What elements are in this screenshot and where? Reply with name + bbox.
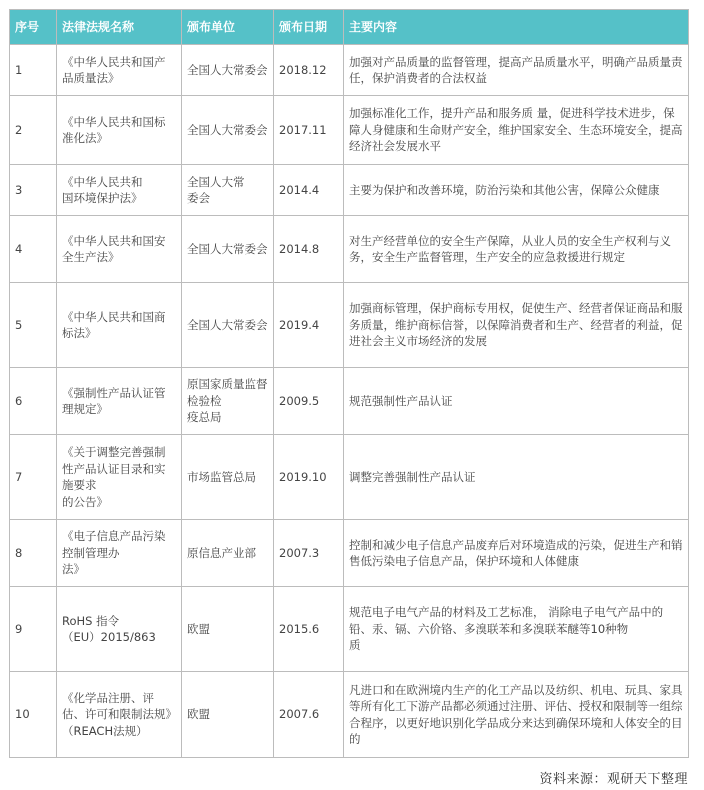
cell-no: 8 (10, 520, 57, 587)
cell-date: 2017.11 (274, 96, 344, 165)
table-row (10, 96, 689, 165)
cell-content: 加强商标管理，保护商标专用权，促使生产、经营者保证商品和服务质量，维护商标信誉，以保障消费者和生产、经营者的利益，促进社会主义市场经济的发展 (344, 283, 689, 368)
table-header-row (10, 10, 689, 45)
cell-org: 市场监管总局 (182, 435, 274, 520)
cell-no: 7 (10, 435, 57, 520)
table-row (10, 520, 689, 587)
cell-org: 全国人大常委会 (182, 45, 274, 96)
cell-name: 《中华人民共和国标准化法》 (57, 96, 182, 165)
cell-content: 规范电子电气产品的材料及工艺标准， 消除电子电气产品中的铅、汞、镉、六价铬、多溴联苯和多溴联苯醚等10种物 质 (344, 587, 689, 672)
table-row (10, 435, 689, 520)
cell-no: 6 (10, 368, 57, 435)
regulations-table-container (9, 9, 689, 758)
cell-date: 2015.6 (274, 587, 344, 672)
cell-org: 欧盟 (182, 672, 274, 758)
cell-content: 控制和减少电子信息产品废弃后对环境造成的污染，促进生产和销售低污染电子信息产品，保护环境和人体健康 (344, 520, 689, 587)
regulations-table (9, 9, 689, 758)
cell-date: 2019.10 (274, 435, 344, 520)
cell-name: 《强制性产品认证管理规定》 (57, 368, 182, 435)
header-content: 主要内容 (344, 10, 689, 45)
cell-content: 调整完善强制性产品认证 (344, 435, 689, 520)
table-row (10, 45, 689, 96)
cell-org: 全国人大常委会 (182, 96, 274, 165)
cell-org: 原国家质量监督检验检 疫总局 (182, 368, 274, 435)
cell-date: 2018.12 (274, 45, 344, 96)
table-row (10, 368, 689, 435)
cell-org: 全国人大常委会 (182, 216, 274, 283)
cell-name: 《中华人民共和 国环境保护法》 (57, 165, 182, 216)
table-row (10, 165, 689, 216)
header-no: 序号 (10, 10, 57, 45)
cell-name: RoHS 指令 （EU）2015/863 (57, 587, 182, 672)
cell-no: 5 (10, 283, 57, 368)
cell-no: 1 (10, 45, 57, 96)
cell-name: 《电子信息产品污染控制管理办 法》 (57, 520, 182, 587)
cell-no: 3 (10, 165, 57, 216)
cell-org: 全国人大常 委会 (182, 165, 274, 216)
cell-content: 对生产经营单位的安全生产保障，从业人员的安全生产权利与义务，安全生产监督管理，生产安全的应急救援进行规定 (344, 216, 689, 283)
cell-content: 主要为保护和改善环境，防治污染和其他公害，保障公众健康 (344, 165, 689, 216)
cell-org: 欧盟 (182, 587, 274, 672)
cell-name: 《化学品注册、评估、许可和限制法规》（REACH法规） (57, 672, 182, 758)
cell-date: 2014.4 (274, 165, 344, 216)
cell-no: 2 (10, 96, 57, 165)
cell-content: 加强标准化工作，提升产品和服务质 量，促进科学技术进步，保障人身健康和生命财产安全，维护国家安全、生态环境安全，提高经济社会发展水平 (344, 96, 689, 165)
header-name: 法律法规名称 (57, 10, 182, 45)
table-row (10, 587, 689, 672)
cell-date: 2007.3 (274, 520, 344, 587)
cell-date: 2019.4 (274, 283, 344, 368)
table-row (10, 672, 689, 758)
cell-date: 2009.5 (274, 368, 344, 435)
table-row (10, 283, 689, 368)
table-row (10, 216, 689, 283)
cell-org: 全国人大常委会 (182, 283, 274, 368)
cell-content: 凡进口和在欧洲境内生产的化工产品以及纺织、机电、玩具、家具等所有化工下游产品都必须通过注册、评估、授权和限制等一组综合程序，以更好地识别化学品成分来达到确保环境和人体安全的目的 (344, 672, 689, 758)
cell-date: 2014.8 (274, 216, 344, 283)
cell-content: 加强对产品质量的监督管理，提高产品质量水平，明确产品质量责任，保护消费者的合法权益 (344, 45, 689, 96)
header-org: 颁布单位 (182, 10, 274, 45)
cell-no: 10 (10, 672, 57, 758)
cell-content: 规范强制性产品认证 (344, 368, 689, 435)
cell-name: 《中华人民共和国产品质量法》 (57, 45, 182, 96)
cell-no: 9 (10, 587, 57, 672)
cell-name: 《中华人民共和国商标法》 (57, 283, 182, 368)
cell-no: 4 (10, 216, 57, 283)
cell-org: 原信息产业部 (182, 520, 274, 587)
cell-date: 2007.6 (274, 672, 344, 758)
header-date: 颁布日期 (274, 10, 344, 45)
cell-name: 《关于调整完善强制性产品认证目录和实施要求 的公告》 (57, 435, 182, 520)
source-note: 资料来源：观研天下整理 (539, 772, 688, 787)
cell-name: 《中华人民共和国安全生产法》 (57, 216, 182, 283)
